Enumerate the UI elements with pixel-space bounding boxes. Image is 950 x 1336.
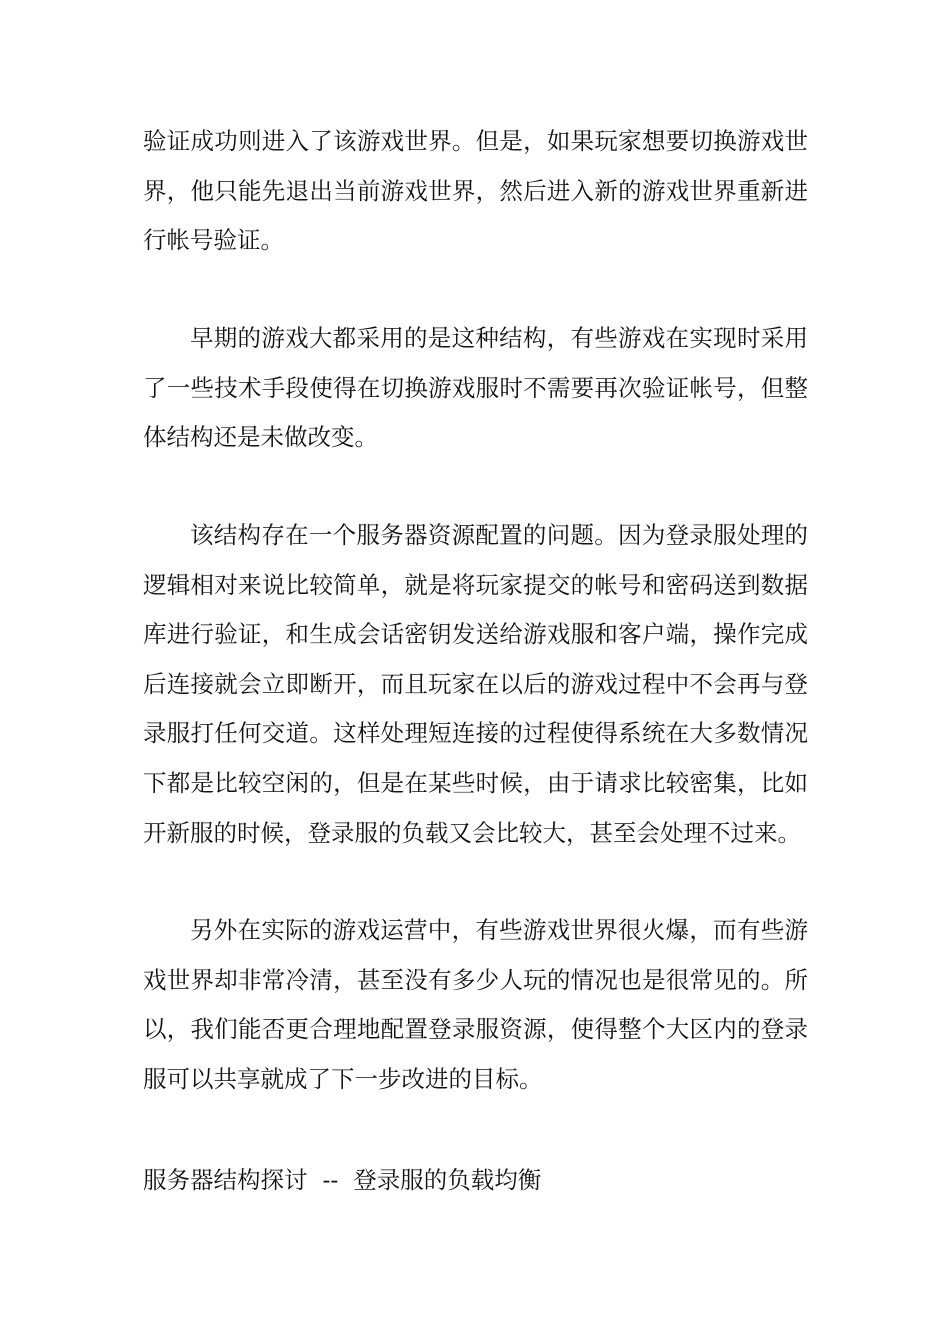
paragraph-line: 另外在实际的游戏运营中，有些游戏世界很火爆，而有些游 <box>190 916 808 944</box>
paragraph-line: 行帐号验证。 <box>143 226 284 255</box>
paragraph-line: 界，他只能先退出当前游戏世界，然后进入新的游戏世界重新进 <box>143 176 808 205</box>
paragraph-line: 戏世界却非常冷清，甚至没有多少人玩的情况也是很常见的。所 <box>143 965 808 994</box>
paragraph-line: 后连接就会立即断开，而且玩家在以后的游戏过程中不会再与登 <box>143 669 808 698</box>
paragraph-line: 服可以共享就成了下一步改进的目标。 <box>143 1064 543 1093</box>
paragraph-line: 该结构存在一个服务器资源配置的问题。因为登录服处理的 <box>190 521 808 549</box>
paragraph-line: 下都是比较空闲的，但是在某些时候，由于请求比较密集，比如 <box>143 768 808 797</box>
paragraph-2 <box>143 314 808 463</box>
paragraph-line: 录服打任何交道。这样处理短连接的过程使得系统在大多数情况 <box>143 719 808 748</box>
paragraph-line: 验证成功则进入了该游戏世界。但是，如果玩家想要切换游戏世 <box>143 127 808 155</box>
paragraph-line: 以，我们能否更合理地配置登录服资源，使得整个大区内的登录 <box>143 1015 808 1044</box>
paragraph-line: 早期的游戏大都采用的是这种结构，有些游戏在实现时采用 <box>190 324 808 352</box>
paragraph-line: 体结构还是未做改变。 <box>143 423 378 452</box>
paragraph-line: 了一些技术手段使得在切换游戏服时不需要再次验证帐号，但整 <box>143 373 808 402</box>
paragraph-line: 开新服的时候，登录服的负载又会比较大，甚至会处理不过来。 <box>143 818 801 847</box>
paragraph-1 <box>143 117 808 266</box>
paragraph-line: 逻辑相对来说比较简单，就是将玩家提交的帐号和密码送到数据 <box>143 570 808 599</box>
paragraph-line: 库进行验证，和生成会话密钥发送给游戏服和客户端，操作完成 <box>143 620 808 649</box>
section-heading: 服务器结构探讨 -- 登录服的负载均衡 <box>143 1166 542 1194</box>
paragraph-3 <box>143 511 808 858</box>
paragraph-4 <box>143 906 808 1104</box>
